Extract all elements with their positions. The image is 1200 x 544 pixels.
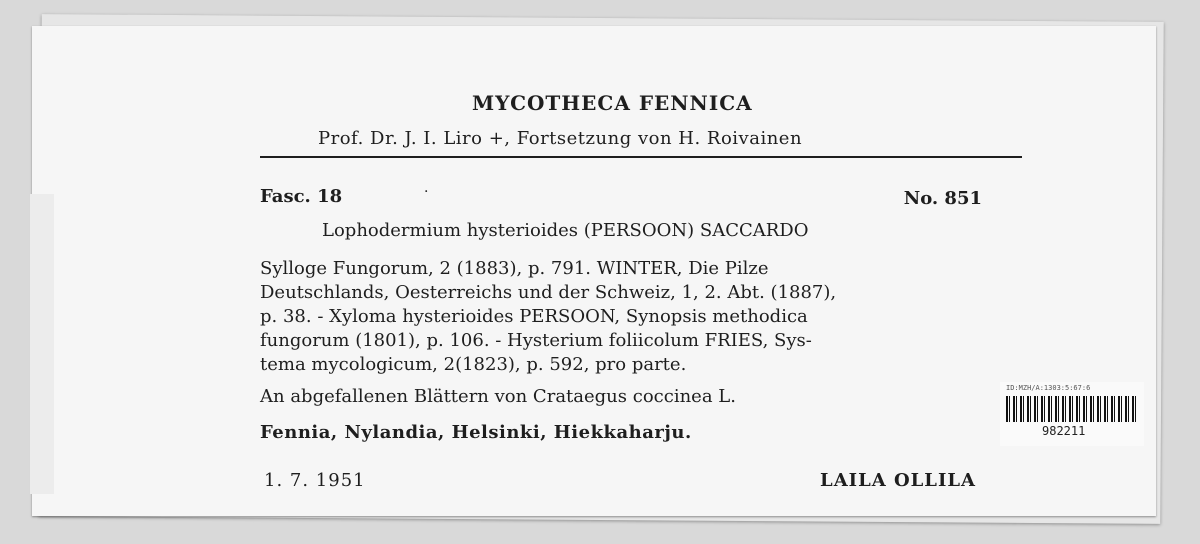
fascicle-number: Fasc. 18 xyxy=(260,186,343,207)
reference-line: p. 38. - Xyloma hysterioides PERSOON, Synopsis methodica xyxy=(260,306,808,327)
reference-line: Sylloge Fungorum, 2 (1883), p. 791. WINTER, Die Pilze xyxy=(260,258,769,279)
collection-date: 1. 7. 1951 xyxy=(264,470,366,491)
label-subtitle: Prof. Dr. J. I. Liro +, Fortsetzung von H. Roivainen xyxy=(318,128,803,149)
barcode-icon xyxy=(1006,396,1136,422)
specimen-number: No. 851 xyxy=(903,188,982,209)
host-text: An abgefallenen Blättern von Crataegus coccinea L. xyxy=(260,386,736,407)
reference-line: tema mycologicum, 2(1823), p. 592, pro parte. xyxy=(260,354,687,375)
fascicle-mark: · xyxy=(424,184,429,200)
label-title: MYCOTHECA FENNICA xyxy=(472,91,753,115)
locality-text: Fennia, Nylandia, Helsinki, Hiekkaharju. xyxy=(260,422,692,443)
reference-line: fungorum (1801), p. 106. - Hysterium foliicolum FRIES, Sys- xyxy=(260,330,812,351)
collector-name: LAILA OLLILA xyxy=(820,470,976,491)
barcode-id-text: ID:MZH/A:1303:5:67:6 xyxy=(1006,384,1091,392)
reference-line: Deutschlands, Oesterreichs und der Schweiz, 1, 2. Abt. (1887), xyxy=(260,282,837,303)
reference-block xyxy=(260,258,1030,378)
barcode-label xyxy=(1000,382,1144,446)
species-name: Lophodermium hysterioides (PERSOON) SACCARDO xyxy=(322,220,809,241)
specimen-label xyxy=(32,26,1156,516)
barcode-number: 982211 xyxy=(1042,424,1086,438)
header-rule xyxy=(260,156,1022,158)
